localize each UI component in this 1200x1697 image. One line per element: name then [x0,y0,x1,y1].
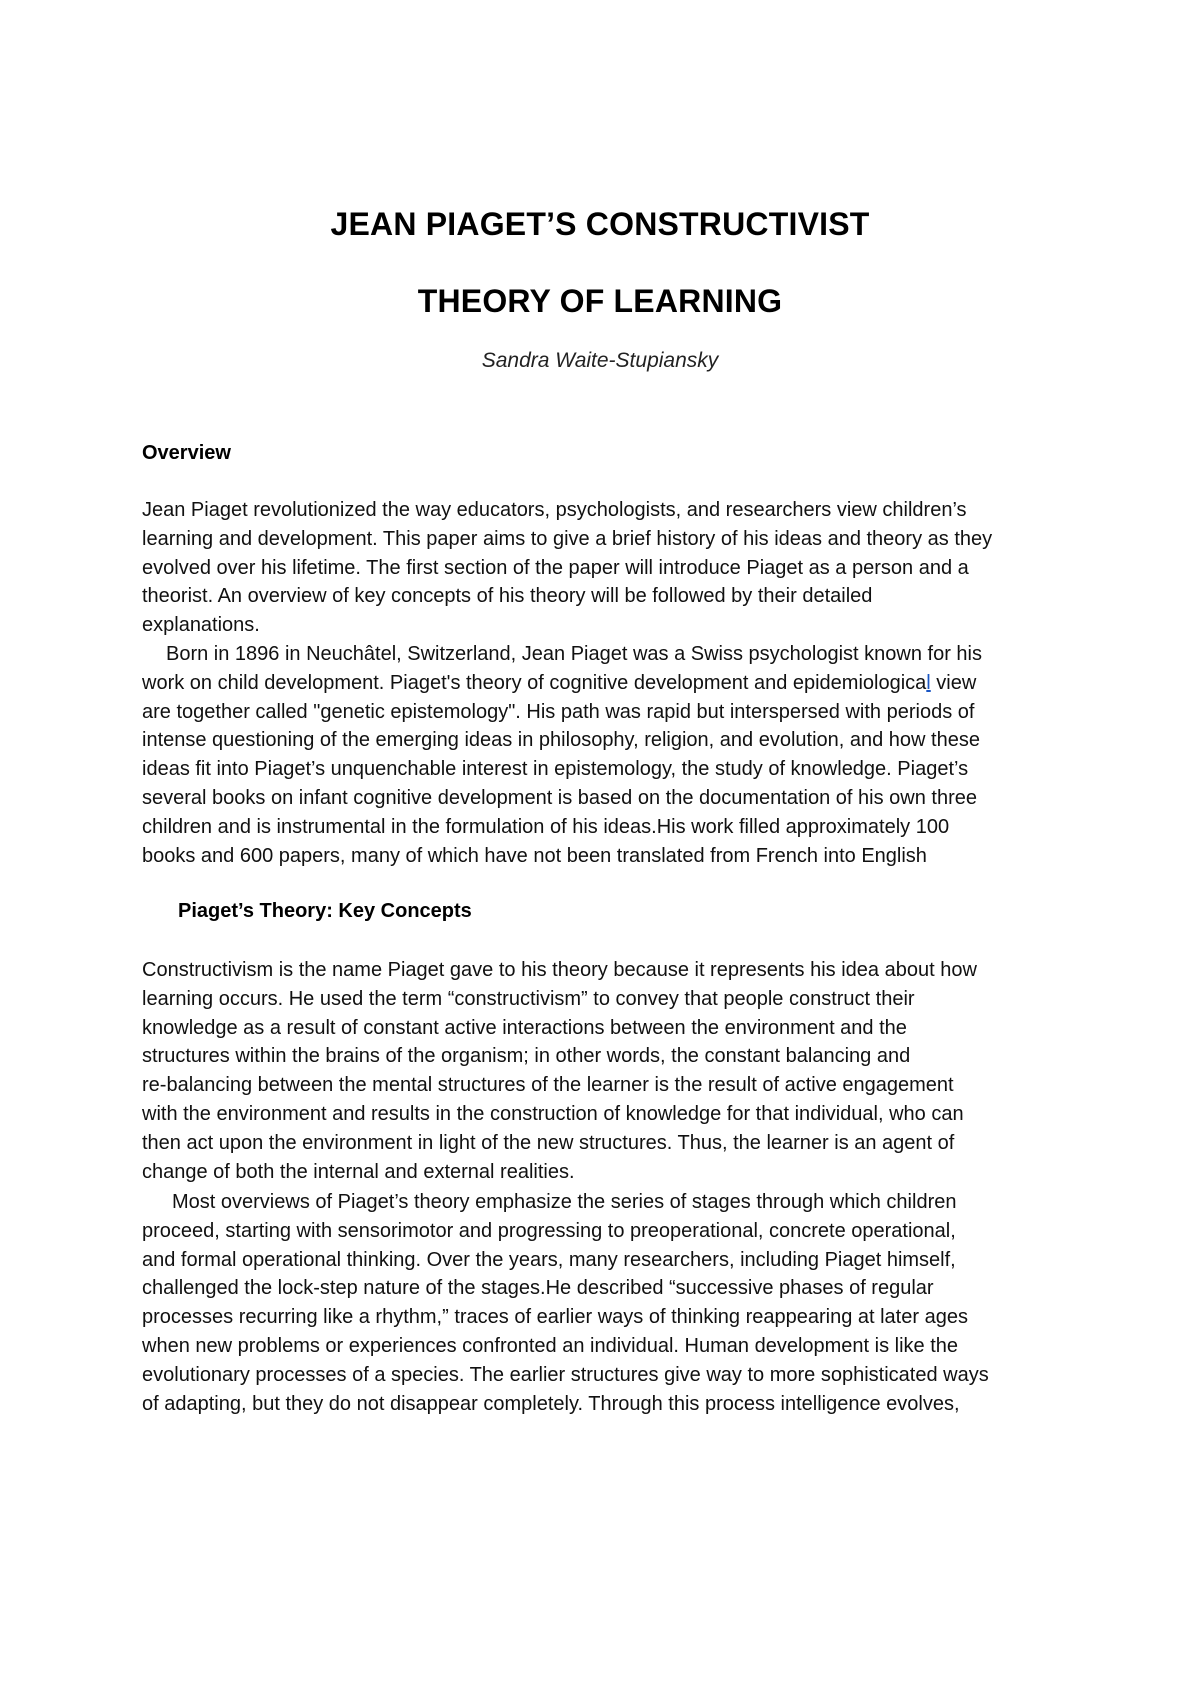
text-line: theorist. An overview of key concepts of his theory will be followed by their detailed [142,585,873,608]
text-line: Jean Piaget revolutionized the way educators, psychologists, and researchers view children’s [142,499,967,521]
text-line: re-balancing between the mental structures of the learner is the result of active engagement [142,1074,954,1097]
key-concepts-paragraph-1 [142,956,1072,1186]
text-line: when new problems or experiences confronted an individual. Human development is like the [142,1334,959,1357]
text-line: learning occurs. He used the term “constructivism” to convey that people construct their [142,987,915,1010]
text-line: challenged the lock-step nature of the stages.He described “successive phases of regular [142,1277,934,1300]
document-title-line-1: JEAN PIAGET’S CONSTRUCTIVIST [330,206,870,242]
author-name: Sandra Waite-Stupiansky [481,349,719,372]
text-line [142,669,1072,698]
key-concepts-paragraph-2 [142,1188,1072,1418]
text-line: proceed, starting with sensorimotor and progressing to preoperational, concrete operational, [142,1219,956,1242]
text-line: evolutionary processes of a species. The earlier structures give way to more sophisticated ways [142,1363,989,1386]
text-line: several books on infant cognitive development is based on the documentation of his own three [142,786,977,809]
text-segment: work on child development. Piaget's theory of cognitive development and epidemiologica [142,671,927,694]
comment-link[interactable]: l [926,671,931,694]
text-line: then act upon the environment in light of the new structures. Thus, the learner is an agent of [142,1131,955,1154]
overview-paragraph-2 [142,640,1072,870]
document-title-line-2: THEORY OF LEARNING [417,283,783,319]
text-line: change of both the internal and external realities. [142,1160,575,1183]
text-line: and formal operational thinking. Over the years, many researchers, including Piaget himself, [142,1248,956,1271]
text-line: intense questioning of the emerging ideas in philosophy, religion, and evolution, and how these [142,729,980,752]
text-line: Constructivism is the name Piaget gave to his theory because it represents his idea about how [142,959,977,981]
section-heading-key-concepts: Piaget’s Theory: Key Concepts [178,900,472,922]
text-line: processes recurring like a rhythm,” traces of earlier ways of thinking reappearing at later ages [142,1306,968,1329]
text-line: structures within the brains of the organism; in other words, the constant balancing and [142,1045,911,1068]
text-line: Most overviews of Piaget’s theory emphasize the series of stages through which children [172,1191,957,1213]
section-heading-overview: Overview [142,442,231,464]
text-line: books and 600 papers, many of which have not been translated from French into English [142,844,927,867]
text-line: children and is instrumental in the formulation of his ideas.His work filled approximately 100 [142,815,950,838]
text-line: are together called "genetic epistemology". His path was rapid but interspersed with periods of [142,700,975,723]
text-line: evolved over his lifetime. The first section of the paper will introduce Piaget as a person and a [142,556,969,579]
text-line: of adapting, but they do not disappear completely. Through this process intelligence evolves, [142,1392,960,1415]
text-line: learning and development. This paper aims to give a brief history of his ideas and theory as they [142,527,993,550]
overview-paragraph-1 [142,496,1072,640]
text-line: Born in 1896 in Neuchâtel, Switzerland, Jean Piaget was a Swiss psychologist known for his [166,643,982,665]
text-line: knowledge as a result of constant active interactions between the environment and the [142,1016,907,1039]
text-segment: view [930,671,977,694]
text-line: with the environment and results in the construction of knowledge for that individual, who can [142,1102,964,1125]
text-line: ideas fit into Piaget’s unquenchable interest in epistemology, the study of knowledge. Piaget’s [142,758,969,781]
text-line: explanations. [142,614,260,637]
